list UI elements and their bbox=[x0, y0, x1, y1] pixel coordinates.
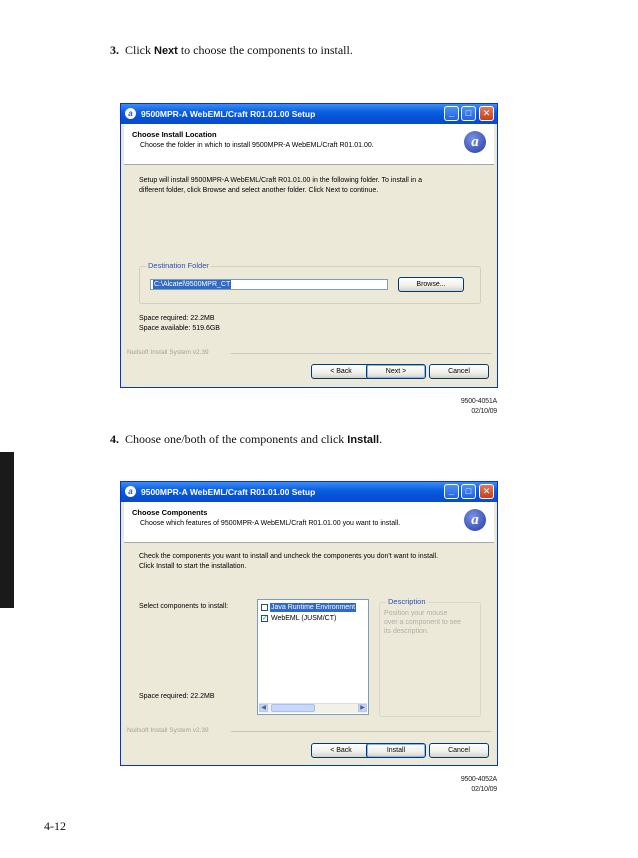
description-label: Description bbox=[388, 597, 426, 606]
figure-id: 9500-4051A bbox=[460, 398, 497, 405]
separator-line bbox=[231, 731, 491, 732]
destination-folder-group bbox=[139, 261, 481, 304]
step-number: 4. bbox=[110, 432, 119, 446]
window-title: 9500MPR-A WebEML/Craft R01.01.00 Setup bbox=[141, 487, 316, 497]
window-title: 9500MPR-A WebEML/Craft R01.01.00 Setup bbox=[141, 109, 316, 119]
alcatel-logo-icon: a bbox=[464, 131, 486, 153]
header-panel bbox=[124, 124, 494, 165]
scroll-right-arrow-icon[interactable]: ▶ bbox=[358, 704, 367, 712]
horizontal-scrollbar[interactable] bbox=[259, 703, 367, 713]
cancel-button[interactable]: Cancel bbox=[429, 743, 489, 758]
group-label: Destination Folder bbox=[148, 261, 209, 270]
minimize-button[interactable]: _ bbox=[444, 106, 459, 121]
checkbox-checked[interactable]: ✓ bbox=[262, 614, 268, 622]
nsis-branding: Nullsoft Install System v2.39 bbox=[127, 349, 209, 356]
minimize-button[interactable]: _ bbox=[444, 484, 459, 499]
figure-reference-2 bbox=[420, 775, 497, 795]
body-text-line-2: different folder, click Browse and select another folder. Click Next to continue. bbox=[139, 187, 379, 194]
checkbox-unchecked[interactable] bbox=[261, 604, 268, 611]
title-bar[interactable] bbox=[121, 104, 497, 124]
step-keyword: Install bbox=[347, 434, 380, 446]
step-keyword: Next bbox=[154, 45, 178, 57]
component-label: Java Runtime Environment bbox=[271, 604, 356, 611]
header-title: Choose Components bbox=[132, 508, 208, 517]
setup-window-install-location bbox=[120, 103, 498, 388]
setup-window-choose-components bbox=[120, 481, 498, 766]
scroll-thumb[interactable] bbox=[271, 704, 315, 712]
figure-date: 02/10/09 bbox=[471, 408, 497, 415]
install-button[interactable]: Install bbox=[366, 743, 426, 758]
space-required: Space required: 22.2MB bbox=[139, 693, 215, 700]
step-number: 3. bbox=[110, 43, 119, 57]
step-text: Choose one/both of the components and click bbox=[125, 432, 348, 446]
description-line-3: its description. bbox=[384, 628, 429, 635]
step-3-instruction bbox=[110, 43, 353, 58]
description-line-2: over a component to see bbox=[384, 619, 462, 626]
back-button[interactable]: < Back bbox=[311, 743, 371, 758]
body-text-line-1: Setup will install 9500MPR-A WebEML/Craft R01.01.00 in the following folder. To install in a bbox=[139, 177, 423, 184]
components-listbox[interactable] bbox=[257, 599, 369, 715]
list-item-java-runtime[interactable] bbox=[261, 603, 356, 612]
body-text-line-2: Click Install to start the installation. bbox=[139, 563, 247, 570]
browse-button[interactable]: Browse... bbox=[398, 277, 464, 292]
description-line-1: Position your mouse bbox=[384, 610, 448, 617]
space-available: Space available: 519.6GB bbox=[139, 325, 220, 332]
step-4-instruction bbox=[110, 432, 382, 447]
nsis-branding: Nullsoft Install System v2.39 bbox=[127, 727, 209, 734]
select-components-label: Select components to install: bbox=[139, 603, 229, 610]
maximize-button[interactable]: □ bbox=[461, 484, 476, 499]
section-tab-marker bbox=[0, 452, 14, 608]
header-panel bbox=[124, 502, 494, 543]
space-required: Space required: 22.2MB bbox=[139, 315, 215, 322]
page-number: 4-12 bbox=[44, 819, 66, 833]
destination-path-input[interactable] bbox=[150, 279, 388, 290]
close-button[interactable]: ✕ bbox=[479, 484, 494, 499]
figure-date: 02/10/09 bbox=[471, 786, 497, 793]
app-icon: a bbox=[125, 108, 136, 119]
list-item-webeml[interactable] bbox=[261, 614, 337, 623]
step-text-end: to choose the components to install. bbox=[177, 43, 353, 57]
separator-line bbox=[231, 353, 491, 354]
path-value: C:\Alcatel\9500MPR_CT bbox=[154, 281, 231, 288]
back-button[interactable]: < Back bbox=[311, 364, 371, 379]
header-subtitle: Choose the folder in which to install 9500MPR-A WebEML/Craft R01.01.00. bbox=[140, 142, 374, 149]
title-bar[interactable] bbox=[121, 482, 497, 502]
description-group bbox=[379, 597, 481, 717]
body-text-line-1: Check the components you want to install and uncheck the components you don't want to install. bbox=[139, 553, 439, 560]
figure-reference-1 bbox=[420, 397, 497, 417]
figure-id: 9500-4052A bbox=[460, 776, 497, 783]
description-text bbox=[384, 609, 461, 636]
component-label: WebEML (JUSM/CT) bbox=[271, 615, 337, 622]
header-subtitle: Choose which features of 9500MPR-A WebEML/Craft R01.01.00 you want to install. bbox=[140, 520, 401, 527]
close-button[interactable]: ✕ bbox=[479, 106, 494, 121]
header-title: Choose Install Location bbox=[132, 130, 217, 139]
step-text-end: . bbox=[379, 432, 383, 446]
maximize-button[interactable]: □ bbox=[461, 106, 476, 121]
scroll-left-arrow-icon[interactable]: ◀ bbox=[259, 704, 268, 712]
step-text: Click bbox=[125, 43, 154, 57]
next-button[interactable]: Next > bbox=[366, 364, 426, 379]
alcatel-logo-icon: a bbox=[464, 509, 486, 531]
cancel-button[interactable]: Cancel bbox=[429, 364, 489, 379]
app-icon: a bbox=[125, 486, 136, 497]
